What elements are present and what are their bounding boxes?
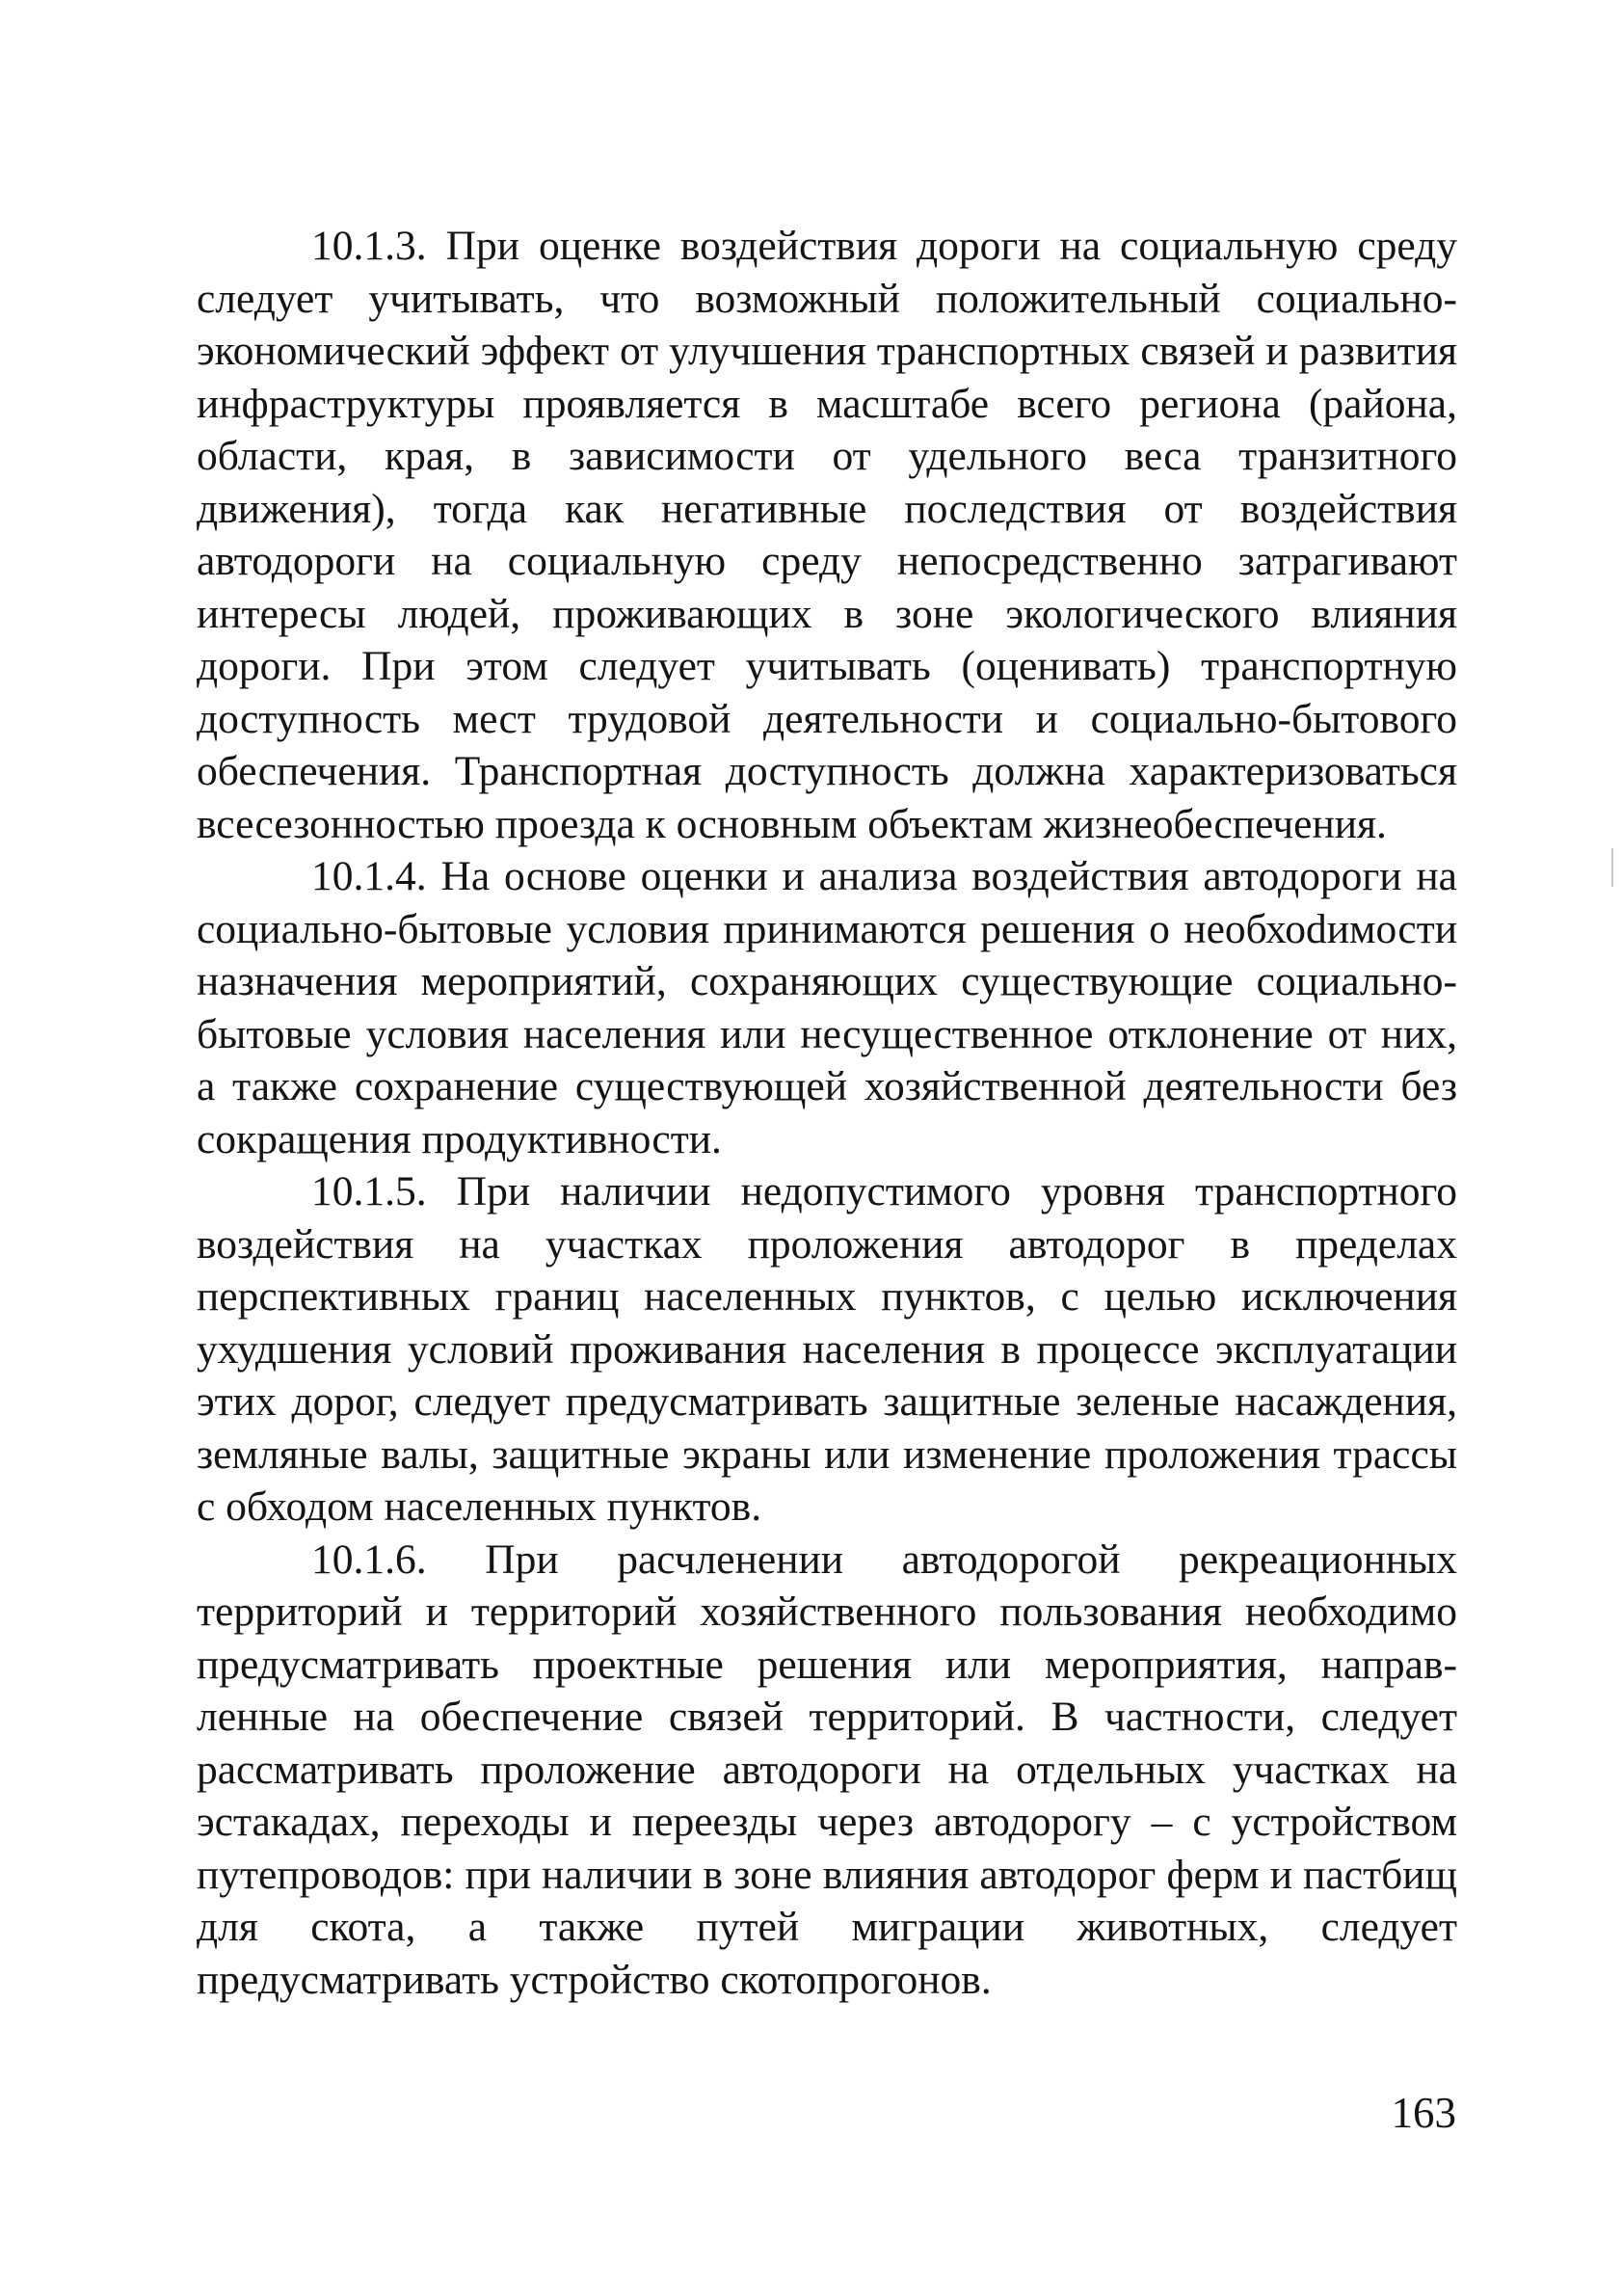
paragraph-10-1-5: 10.1.5. При наличии недопустимого уровня транспортного воздействия на участках проложения автодорог в пределах перспективных границ населенных пунктов, с целью исключения ухудшения условий проживания населения в процессе эксплуатации этих дорог, следует предусматривать защитные зеленые насаждения, земляные валы, защитные экраны или изменение проложения трассы с обходом населенных пунктов.: [197, 1168, 1457, 1530]
scan-edge-mark: [1611, 848, 1613, 887]
body-text: [197, 220, 1457, 2006]
paragraph-10-1-6: 10.1.6. При расчленении автодорогой рекреационных территорий и территорий хозяйственного пользования необходимо предусматривать проектные решения или мероприятия, направленные на обеспечение связей территорий. В частности, следует рассматривать проложение автодороги на отдельных участках на эстакадах, переходы и переезды через автодорогу – с устройством путепроводов: при наличии в зоне влияния автодорог ферм и пастбищ для скота, а также путей миграции животных, следует предусматривать устройство скотопрогонов.: [197, 1535, 1457, 2003]
paragraph-10-1-3: 10.1.3. При оценке воздействия дороги на социальную среду следует учитывать, что возможный положительный социально-экономический эффект от улучшения транспортных связей и развития инфраструктуры проявляется в масштабе всего региона (района, области, края, в зависимости от удельного веса транзитного движения), тогда как негативные последствия от воздействия автодороги на социальную среду непосредственно затрагивают интересы людей, проживающих в зоне экологического влияния дороги. При этом следует учитывать (оценивать) транспортную доступность мест трудовой деятельности и социально-бытового обеспечения. Транспортная доступность должна характеризоваться всесезонностью проезда к основным объектам жизнеобеспечения.: [197, 223, 1457, 847]
paragraph-10-1-4: 10.1.4. На основе оценки и анализа воздействия автодороги на социально-бытовые условия принимаются решения о необхоdимости назначения мероприятий, сохраняющих существующие социально-бытовые условия населения или несущественное отклонение от них, а также сохранение существующей хозяйственной деятельности без сокращения продуктивности.: [197, 853, 1457, 1162]
page-number: 163: [1391, 2089, 1456, 2137]
